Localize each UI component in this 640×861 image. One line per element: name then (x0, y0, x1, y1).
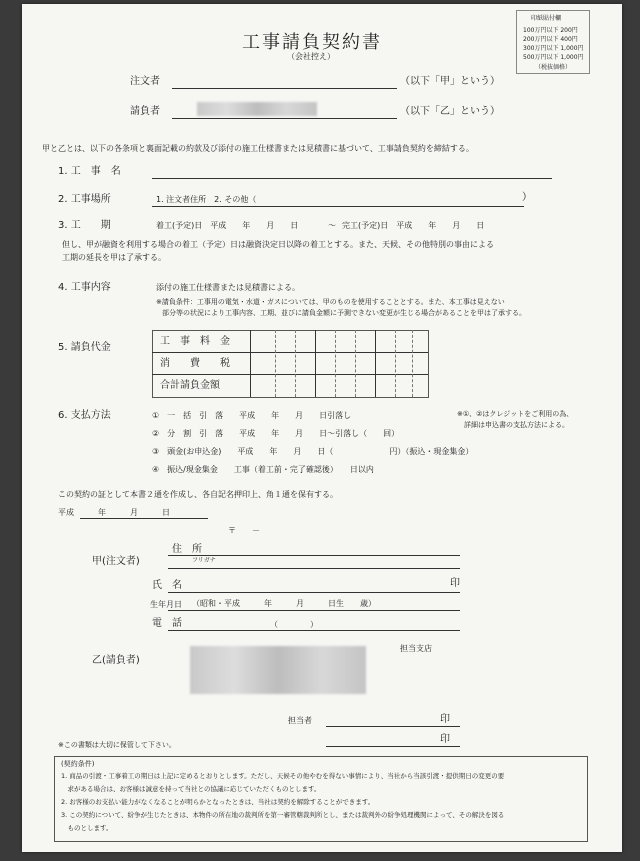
table-cell-divider (295, 330, 296, 397)
item-pay-label: 6. 支払方法 (58, 410, 111, 421)
seal-mark: 印 (450, 578, 460, 589)
staff-field[interactable] (326, 726, 460, 727)
table-cell-divider (335, 330, 336, 397)
orderer-label: 注文者 (130, 76, 160, 87)
stamp-box-row: 100万円以下 200円 (523, 27, 578, 34)
conditions-line: 3. この契約について、紛争が生じたときは、本物件の所在地の裁判所を第一審管轄裁判所とし、または裁判外の紛争処理機関によって、その解決を図る (61, 811, 505, 819)
proof-text: この契約の証として本書２通を作成し、各自記名押印上、角１通を保有する。 (58, 490, 338, 499)
birth-label: 生年月日 (150, 600, 182, 609)
table-cell-divider (412, 330, 413, 397)
conditions-box (54, 756, 588, 842)
period-start: 着工(予定)日 平成 年 月 日 (156, 221, 299, 230)
name-label: 氏 名 (152, 580, 182, 591)
period-note: 但し、甲が融資を利用する場合の着工（予定）日は融資決定日以降の着工とする。また、天候、その他特別の事由による (62, 240, 494, 249)
zip-label: 〒 － (228, 526, 260, 535)
table-rule (152, 374, 428, 375)
price-row-label: 工 事 料 金 (160, 336, 230, 347)
staff-field-2[interactable] (326, 746, 460, 747)
table-rule (152, 352, 428, 353)
staff-label: 担当者 (288, 716, 312, 725)
contractor-label: 請負者 (130, 106, 160, 117)
orderer-suffix: （以下「甲」という） (400, 76, 500, 87)
page-subtitle: （会社控え） (287, 52, 335, 61)
furigana-label: フリガナ (192, 557, 216, 564)
date-line: 平成 年 月 日 (58, 508, 170, 517)
stamp-box-row: 500万円以下 1,000円 (523, 54, 584, 61)
price-row-label: 消 費 税 (160, 358, 230, 369)
party-a-label: 甲(注文者) (92, 556, 140, 567)
pay-note: 詳細は申込書の支払方法による。 (464, 421, 569, 429)
pay-option: ① 一 括 引 落 平成 年 月 日引落し (152, 411, 352, 420)
period-tilde: ～ (328, 221, 336, 230)
table-cell-divider (375, 330, 376, 397)
revenue-stamp-box (516, 10, 590, 74)
conditions-title: (契約条件) (61, 760, 95, 768)
name-field[interactable] (168, 592, 460, 593)
stamp-box-row: 300万円以下 1,000円 (523, 45, 584, 52)
keep-note: ※この書類は大切に保管して下さい。 (58, 741, 176, 749)
birth-value: （昭和・平成 年 月 日生 歳） (192, 599, 376, 608)
item-period-label: 3. 工 期 (58, 220, 111, 231)
table-rule (250, 330, 251, 397)
content-text: 添付の施工仕様書または見積書による。 (156, 283, 300, 292)
contractor-suffix: （以下「乙」という） (400, 106, 500, 117)
item-place-label: 2. 工事場所 (58, 194, 111, 205)
stamp-box-footer: （税抜価格） (535, 64, 572, 71)
pay-option: ② 分 割 引 落 平成 年 月 日～引落し（ 回） (152, 429, 400, 438)
stamp-box-row: 200万円以下 400円 (523, 36, 578, 43)
item-content-label: 4. 工事内容 (58, 282, 111, 293)
table-cell-divider (355, 330, 356, 397)
table-cell-divider (275, 330, 276, 397)
pay-option: ④ 振込/現金集金 工事（着工前・完了確認後） 日以内 (152, 465, 374, 474)
furigana-field[interactable] (168, 568, 460, 569)
phone-label: 電 話 (152, 618, 182, 629)
redacted-contractor-stamp (190, 646, 366, 694)
date-field[interactable] (80, 518, 208, 519)
price-row-label: 合計請負金額 (160, 380, 220, 391)
phone-value: （ ） (270, 620, 318, 629)
conditions-line: 1. 商品の引渡・工事着工の期日は上記に定めるとおりとします。ただし、天候その他やむを得ない事情により、当社から当該引渡・提供期日の変更の要 (61, 772, 505, 780)
party-b-label: 乙(請負者) (92, 655, 140, 666)
contract-form (22, 4, 622, 852)
place-close: ） (522, 192, 532, 203)
contractor-field[interactable] (172, 118, 397, 119)
conditions-line: 求がある場合は、お客様は誠意を持って当社との協議に応じていただくものとします。 (61, 785, 321, 793)
conditions-line: ものとします。 (61, 824, 113, 832)
project-name-field[interactable] (152, 178, 552, 179)
address-label: 住 所 (172, 544, 202, 555)
orderer-field[interactable] (172, 88, 397, 89)
place-field[interactable] (152, 206, 524, 207)
stamp-box-header: 印紙貼付欄 (531, 15, 562, 22)
table-cell-divider (395, 330, 396, 397)
period-note: 工期の延長を甲は了承する。 (62, 253, 166, 262)
redacted-contractor (197, 102, 317, 116)
page-title: 工事請負契約書 (242, 32, 382, 53)
content-note: ※請負条件：工事用の電気・水道・ガスについては、甲のものを使用することとする。また、本工事は見えない (156, 298, 505, 306)
table-cell-divider (315, 330, 316, 397)
birth-field[interactable] (168, 610, 460, 611)
pay-option: ③ 頭金(お申込金) 平成 年 月 日（ 円）（振込・現金集金） (152, 447, 474, 456)
branch-label: 担当支店 (400, 644, 432, 653)
seal-mark: 印 (440, 734, 450, 745)
red-stamp-mark (397, 29, 517, 57)
address-field[interactable] (168, 555, 460, 556)
item-price-label: 5. 請負代金 (58, 342, 111, 353)
place-options: 1. 注文者住所 2. その他（ (156, 195, 257, 204)
item-name-label: 1. 工 事 名 (58, 166, 121, 177)
phone-field[interactable] (168, 630, 460, 631)
intro-text: 甲と乙とは、以下の各条項と裏面記載の約款及び添付の施工仕様書または見積書に基づいて、工事請負契約を締結する。 (42, 144, 474, 153)
pay-note: ※①、②はクレジットをご利用の為、 (457, 410, 574, 418)
seal-mark: 印 (440, 714, 450, 725)
conditions-line: 2. お客様のお支払い能力がなくなることが明らかとなったときは、当社は契約を解除することができます。 (61, 798, 375, 806)
period-end: 完工(予定)日 平成 年 月 日 (342, 221, 485, 230)
content-note: 部分等の状況により工事内容、工期、並びに請負金額に予測できない変更が生じる場合があることを甲は了承する。 (162, 309, 526, 317)
